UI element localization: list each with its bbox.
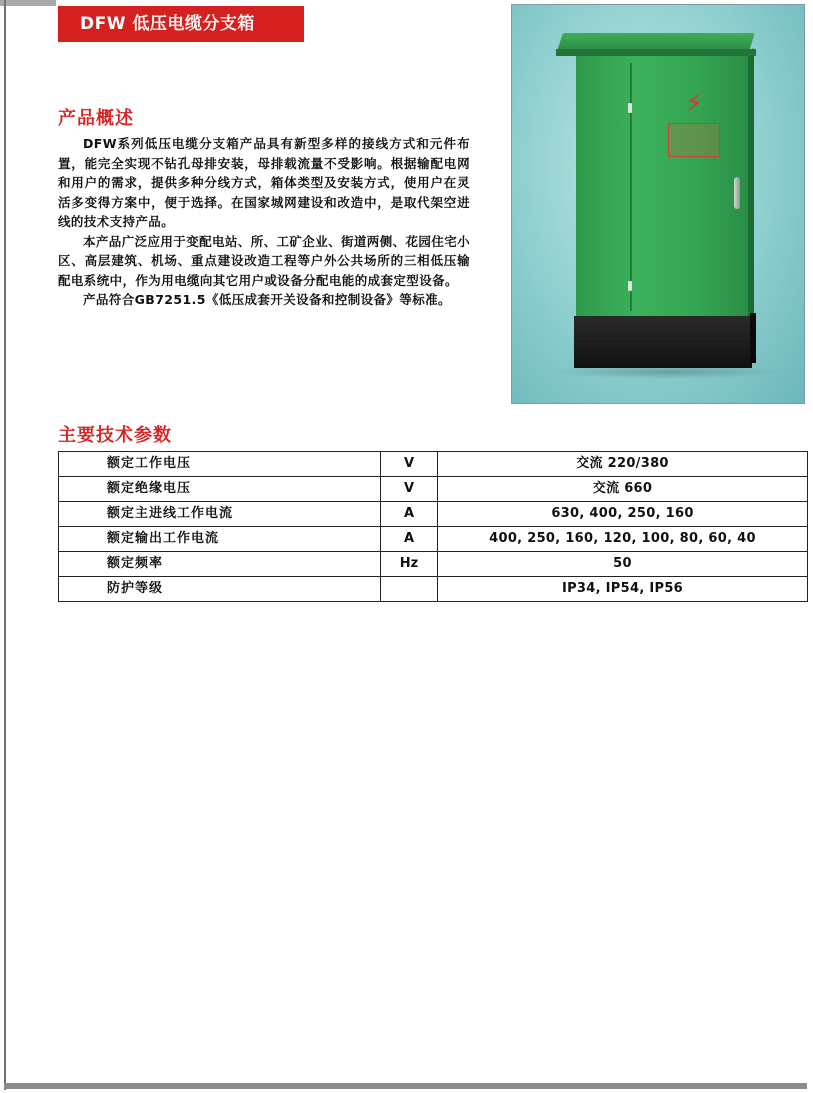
table-row [59, 577, 808, 602]
cabinet-hinge [628, 281, 632, 291]
param-name: 额定频率 [59, 552, 381, 577]
param-value: 50 [438, 552, 808, 577]
header-banner [58, 6, 304, 42]
table-row [59, 527, 808, 552]
page-left-rule [4, 0, 6, 1090]
param-name: 防护等级 [59, 577, 381, 602]
overview-paragraph: 产品符合GB7251.5《低压成套开关设备和控制设备》等标准。 [83, 292, 451, 307]
page-corner-mark [0, 0, 56, 6]
cabinet-body [576, 56, 748, 316]
cabinet-hinge [628, 103, 632, 113]
param-value: 交流 220/380 [438, 452, 808, 477]
page-bottom-rule [4, 1083, 807, 1089]
param-name: 额定主进线工作电流 [59, 502, 381, 527]
cabinet-door-seam [630, 63, 632, 311]
param-name: 额定绝缘电压 [59, 477, 381, 502]
param-name: 额定输出工作电流 [59, 527, 381, 552]
param-unit: Hz [381, 552, 438, 577]
header-title: DFW 低压电缆分支箱 [80, 14, 255, 34]
overview-paragraph: 本产品广泛应用于变配电站、所、工矿企业、街道两侧、花园住宅小区、高层建筑、机场、重点建设改造工程等户外公共场所的三相低压输配电系统中，作为用电缆向其它用户或设备分配电能的成套定型设备。 [58, 233, 471, 288]
cabinet-base [574, 316, 752, 368]
table-row [59, 552, 808, 577]
cabinet-handle [734, 177, 740, 209]
table-row [59, 502, 808, 527]
overview-text [58, 134, 470, 310]
param-value: 630, 400, 250, 160 [438, 502, 808, 527]
param-name: 额定工作电压 [59, 452, 381, 477]
param-value: 400, 250, 160, 120, 100, 80, 60, 40 [438, 527, 808, 552]
param-value: 交流 660 [438, 477, 808, 502]
param-unit: A [381, 527, 438, 552]
cabinet-roof-edge [556, 49, 756, 56]
high-voltage-warning-icon: ⚡ [668, 89, 720, 165]
params-table [58, 451, 808, 602]
param-value: IP34, IP54, IP56 [438, 577, 808, 602]
param-unit: A [381, 502, 438, 527]
param-unit: V [381, 477, 438, 502]
overview-paragraph: DFW系列低压电缆分支箱产品具有新型多样的接线方式和元件布置，能完全实现不钻孔母排安装，母排载流量不受影响。根据输配电网和用户的需求，提供多种分线方式，箱体类型及安装方式，使用户在灵活多变得方案中，便于选择。在国家城网建设和改造中，是取代架空进线的技术支持产品。 [58, 136, 470, 229]
table-row [59, 452, 808, 477]
param-unit: V [381, 452, 438, 477]
params-heading: 主要技术参数 [58, 425, 172, 446]
param-unit [381, 577, 438, 602]
cabinet-base-side [750, 313, 756, 363]
product-photo [511, 4, 805, 404]
table-row [59, 477, 808, 502]
overview-heading: 产品概述 [58, 108, 134, 129]
